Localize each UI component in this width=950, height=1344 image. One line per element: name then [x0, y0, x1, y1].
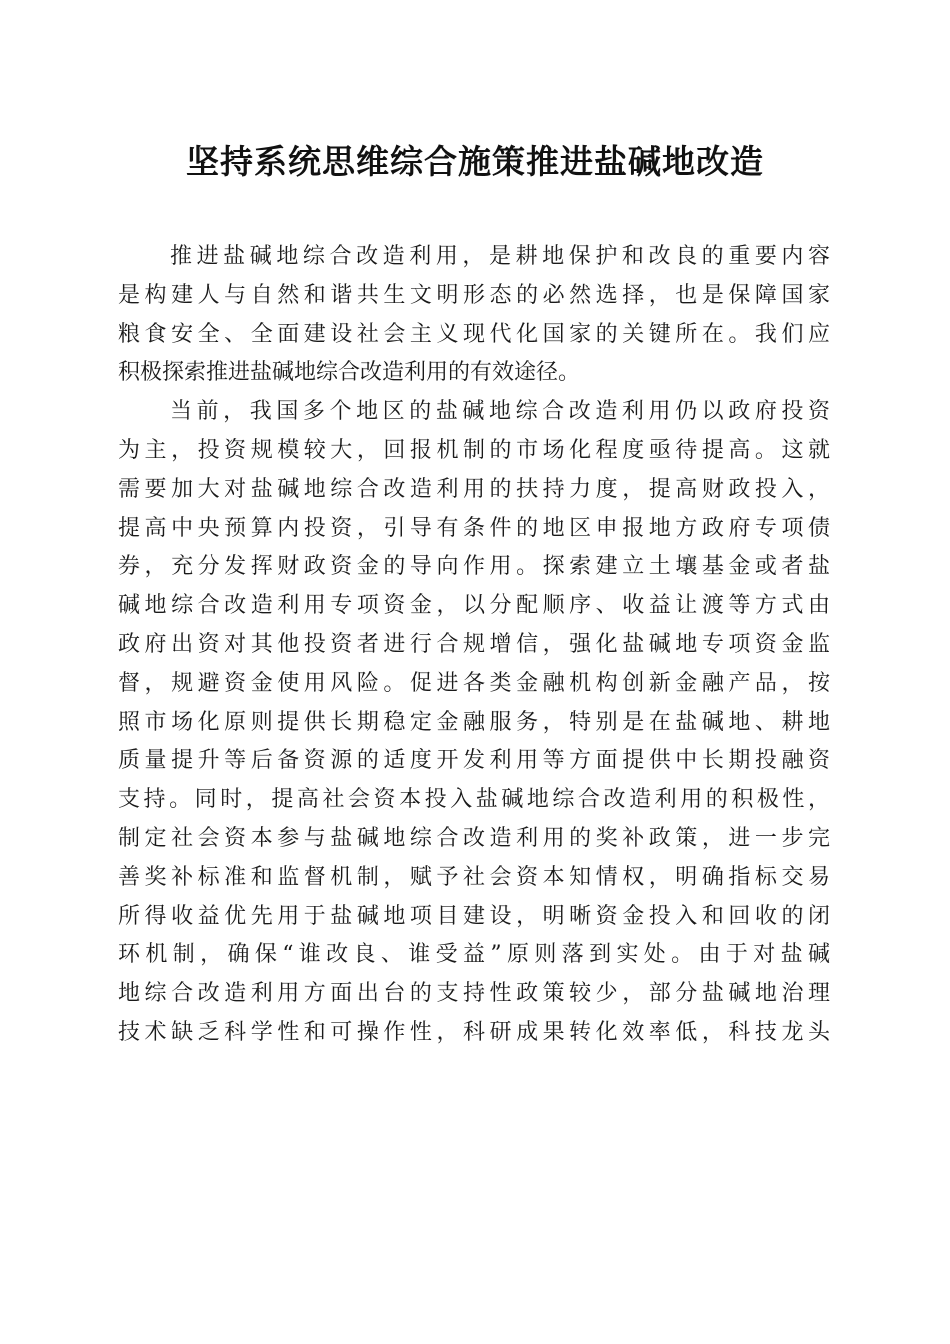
text-line: 为主，投资规模较大，回报机制的市场化程度亟待提高。这就: [118, 437, 830, 463]
document-title: 坚持系统思维综合施策推进盐碱地改造: [186, 142, 764, 181]
text-line: 照市场化原则提供长期稳定金融服务，特别是在盐碱地、耕地: [118, 709, 830, 735]
text-line: 粮食安全、全面建设社会主义现代化国家的关键所在。我们应: [118, 321, 830, 347]
text-line: 支持。同时，提高社会资本投入盐碱地综合改造利用的积极性，: [118, 787, 830, 813]
text-line: 善奖补标准和监督机制，赋予社会资本知情权，明确指标交易: [118, 864, 830, 890]
paragraph-1: [118, 238, 830, 393]
text-line: 当前，我国多个地区的盐碱地综合改造利用仍以政府投资: [170, 399, 830, 425]
text-line: 需要加大对盐碱地综合改造利用的扶持力度，提高财政投入，: [118, 476, 830, 502]
document-body: [118, 238, 830, 1053]
paragraph-2: [118, 393, 830, 1053]
text-line: 技术缺乏科学性和可操作性，科研成果转化效率低，科技龙头: [118, 1019, 830, 1045]
text-line: 质量提升等后备资源的适度开发利用等方面提供中长期投融资: [118, 748, 830, 774]
text-line: 券，充分发挥财政资金的导向作用。探索建立土壤基金或者盐: [118, 554, 830, 580]
text-line: 所得收益优先用于盐碱地项目建设，明晰资金投入和回收的闭: [118, 903, 830, 929]
text-line: 环机制，确保“谁改良、谁受益”原则落到实处。由于对盐碱: [118, 942, 830, 968]
text-line: 提高中央预算内投资，引导有条件的地区申报地方政府专项债: [118, 515, 830, 541]
text-line: 政府出资对其他投资者进行合规增信，强化盐碱地专项资金监: [118, 631, 830, 657]
text-line: 制定社会资本参与盐碱地综合改造利用的奖补政策，进一步完: [118, 825, 830, 851]
text-line: 督，规避资金使用风险。促进各类金融机构创新金融产品，按: [118, 670, 830, 696]
text-line: 地综合改造利用方面出台的支持性政策较少，部分盐碱地治理: [118, 981, 830, 1007]
text-line: 是构建人与自然和谐共生文明形态的必然选择，也是保障国家: [118, 282, 830, 308]
text-line: 推进盐碱地综合改造利用，是耕地保护和改良的重要内容: [170, 244, 830, 269]
text-line: 积极探索推进盐碱地综合改造利用的有效途径。: [118, 360, 581, 386]
text-line: 碱地综合改造利用专项资金，以分配顺序、收益让渡等方式由: [118, 593, 830, 619]
